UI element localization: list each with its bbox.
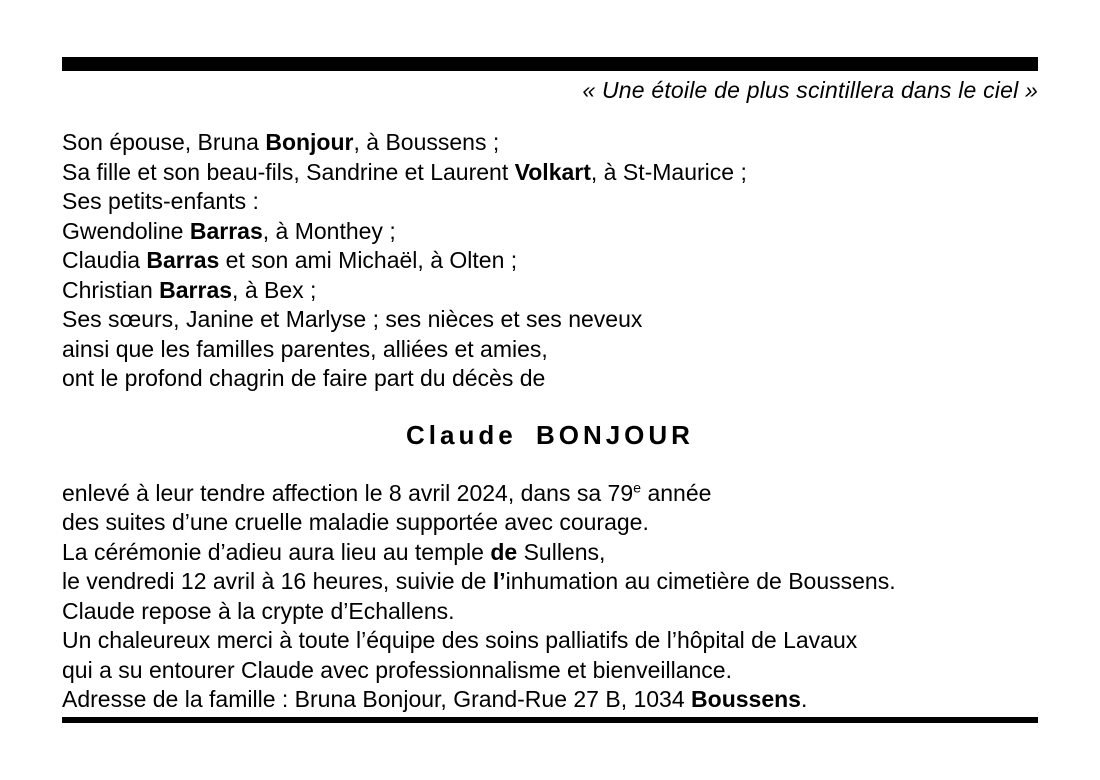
notice-line <box>62 305 1038 335</box>
text-run: , à Bex ; <box>232 276 317 303</box>
text-run: et son ami Michaël, à Olten ; <box>219 247 518 273</box>
text-run: Adresse de la famille : Bruna Bonjour, Grand-Rue 27 B, 1034 <box>62 686 692 712</box>
text-run: ainsi que les familles parentes, alliées et amies, <box>62 335 548 362</box>
text-run: enlevé à leur tendre affection le 8 avril 2024, dans sa 79 <box>62 479 634 506</box>
notice-line <box>62 656 1038 686</box>
text-run: , à Monthey ; <box>262 217 396 244</box>
text-run: inhumation au cimetière de Boussens. <box>505 568 896 594</box>
text-run: Ses sœurs, Janine et Marlyse ; ses nièces et ses neveux <box>62 306 643 332</box>
bold-text-run: Barras <box>189 217 263 244</box>
bold-text-run: l’ <box>492 568 506 594</box>
text-run: Son épouse, Bruna <box>62 129 266 155</box>
notice-line <box>62 217 1038 247</box>
text-run: qui a su entourer Claude avec professionnalisme et bienveillance. <box>62 656 732 683</box>
text-run: Ses petits-enfants : <box>62 188 259 214</box>
notice-line <box>62 364 1038 394</box>
notice-line <box>62 685 1038 715</box>
text-run: , à Boussens ; <box>353 129 500 155</box>
notice-line <box>62 567 1038 597</box>
text-run: . <box>800 686 808 712</box>
text-run: Christian <box>62 276 160 303</box>
bold-text-run: de <box>490 538 518 565</box>
notice-line <box>62 276 1038 306</box>
text-run: le vendredi 12 avril à 16 heures, suivie de <box>62 568 493 594</box>
notice-line <box>62 538 1038 568</box>
bold-text-run: Volkart <box>514 158 591 185</box>
family-announcement-paragraph <box>62 128 1038 394</box>
top-rule <box>62 57 1038 71</box>
notice-line <box>62 479 1038 509</box>
bold-text-run: Boussens <box>691 686 801 712</box>
text-run: Sullens, <box>517 538 606 565</box>
text-run: Gwendoline <box>62 217 190 244</box>
notice-line <box>62 626 1038 656</box>
notice-content <box>62 57 1038 723</box>
text-run: ont le profond chagrin de faire part du décès de <box>62 365 546 391</box>
text-run: des suites d’une cruelle maladie supportée avec courage. <box>62 509 649 535</box>
text-run: Sa fille et son beau-fils, Sandrine et Laurent <box>62 158 515 185</box>
bottom-rule <box>62 717 1038 723</box>
notice-line <box>62 158 1038 188</box>
bold-text-run: Barras <box>146 247 220 273</box>
notice-line <box>62 246 1038 276</box>
ceremony-details-paragraph <box>62 479 1038 715</box>
text-run: année <box>641 479 712 506</box>
text-run: , à St-Maurice ; <box>590 158 747 185</box>
bold-text-run: Barras <box>159 276 233 303</box>
text-run: Claude repose à la crypte d’Echallens. <box>62 597 455 624</box>
notice-line <box>62 597 1038 627</box>
epigraph-quote: « Une étoile de plus scintillera dans le ciel » <box>582 77 1038 103</box>
superscript-run: e <box>633 479 642 496</box>
notice-line <box>62 128 1038 158</box>
deceased-name: Claude BONJOUR <box>406 419 694 450</box>
text-run: Un chaleureux merci à toute l’équipe des soins palliatifs de l’hôpital de Lavaux <box>62 627 858 653</box>
text-run: Claudia <box>62 247 147 273</box>
bold-text-run: Bonjour <box>265 129 354 155</box>
notice-line <box>62 187 1038 217</box>
text-run: La cérémonie d’adieu aura lieu au temple <box>62 538 491 565</box>
notice-line <box>62 335 1038 365</box>
notice-line <box>62 508 1038 538</box>
